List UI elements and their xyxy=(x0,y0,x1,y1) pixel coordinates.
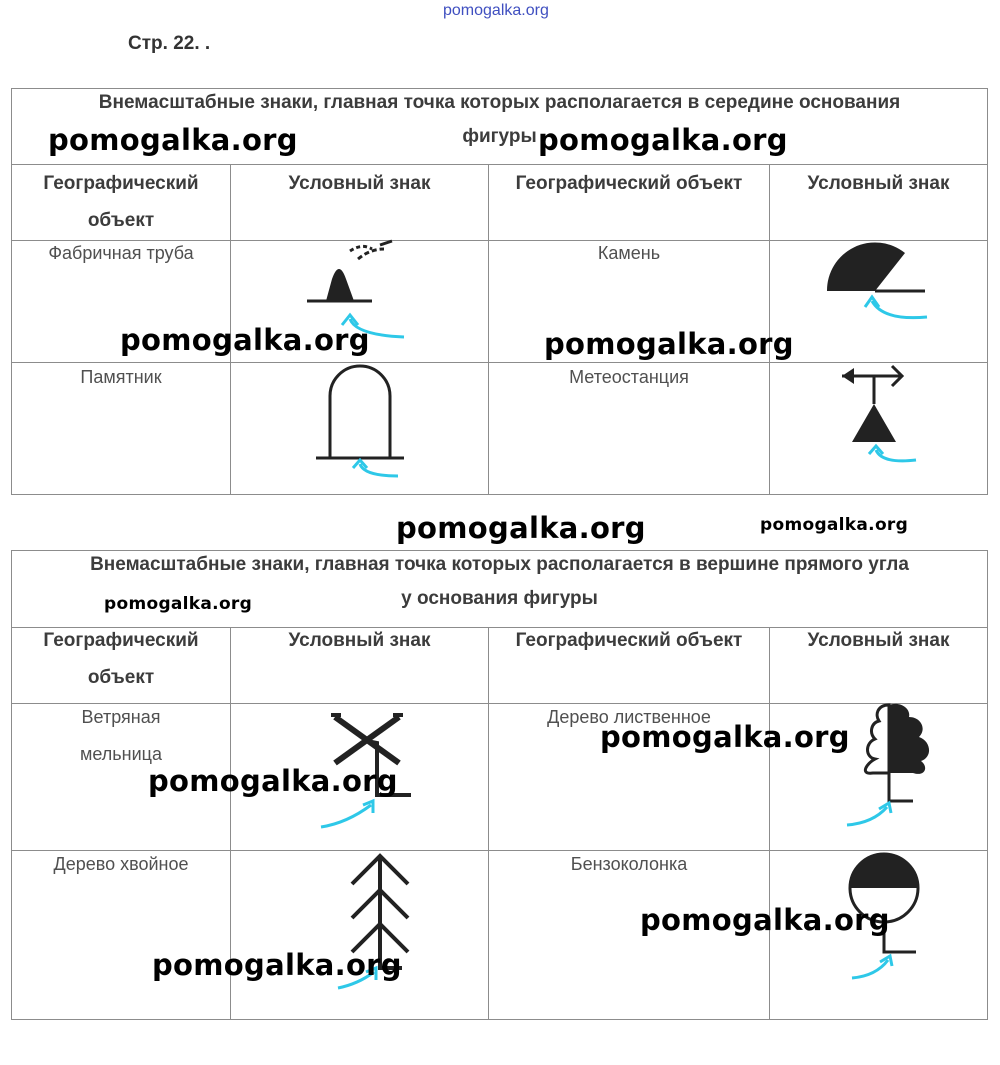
header-symbol-right: Условный знак xyxy=(807,173,950,194)
object-windmill: Ветряная мельница xyxy=(80,707,162,764)
header-symbol-left: Условный знак xyxy=(288,630,431,651)
watermark: pomogalka.org xyxy=(48,123,298,157)
watermark: pomogalka.org xyxy=(152,948,402,982)
object-factory-chimney: Фабричная труба xyxy=(48,243,194,263)
watermark: pomogalka.org xyxy=(600,720,850,754)
object-weather-station: Метеостанция xyxy=(569,367,689,387)
object-gas-station: Бензоколонка xyxy=(570,854,688,874)
site-header[interactable]: pomogalka.org xyxy=(443,2,549,19)
watermark: pomogalka.org xyxy=(760,515,909,535)
page-label: Стр. 22. . xyxy=(128,33,211,54)
watermark: pomogalka.org xyxy=(104,594,253,614)
header-geo-object-right: Географический объект xyxy=(515,173,743,194)
watermark: pomogalka.org xyxy=(640,903,890,937)
caption-line-2: фигуры xyxy=(462,126,537,147)
object-conifer-tree: Дерево хвойное xyxy=(53,854,189,874)
caption-line-2: у основания фигуры xyxy=(401,588,598,609)
object-deciduous-tree: Дерево лиственное xyxy=(547,707,711,727)
watermark: pomogalka.org xyxy=(544,327,794,361)
header-geo-object-right: Географический объект xyxy=(515,630,743,651)
stone-icon xyxy=(817,239,947,334)
watermark: pomogalka.org xyxy=(120,323,370,357)
deciduous-tree-icon xyxy=(837,701,952,831)
object-stone: Камень xyxy=(597,243,661,263)
monument-icon xyxy=(310,364,420,484)
watermark: pomogalka.org xyxy=(538,123,788,157)
object-monument: Памятник xyxy=(80,367,162,387)
header-geo-object-left: Географический объект xyxy=(43,173,199,231)
caption-line-1: Внемасштабные знаки, главная точка которых располагается в середине основания xyxy=(98,92,901,113)
header-geo-object-left: Географический объект xyxy=(43,630,199,688)
weather-station-icon xyxy=(832,362,942,472)
header-symbol-left: Условный знак xyxy=(288,173,431,194)
watermark: pomogalka.org xyxy=(148,764,398,798)
watermark: pomogalka.org xyxy=(396,511,646,545)
header-symbol-right: Условный знак xyxy=(807,630,950,651)
caption-line-1: Внемасштабные знаки, главная точка которых располагается в вершине прямого угла xyxy=(90,554,909,575)
